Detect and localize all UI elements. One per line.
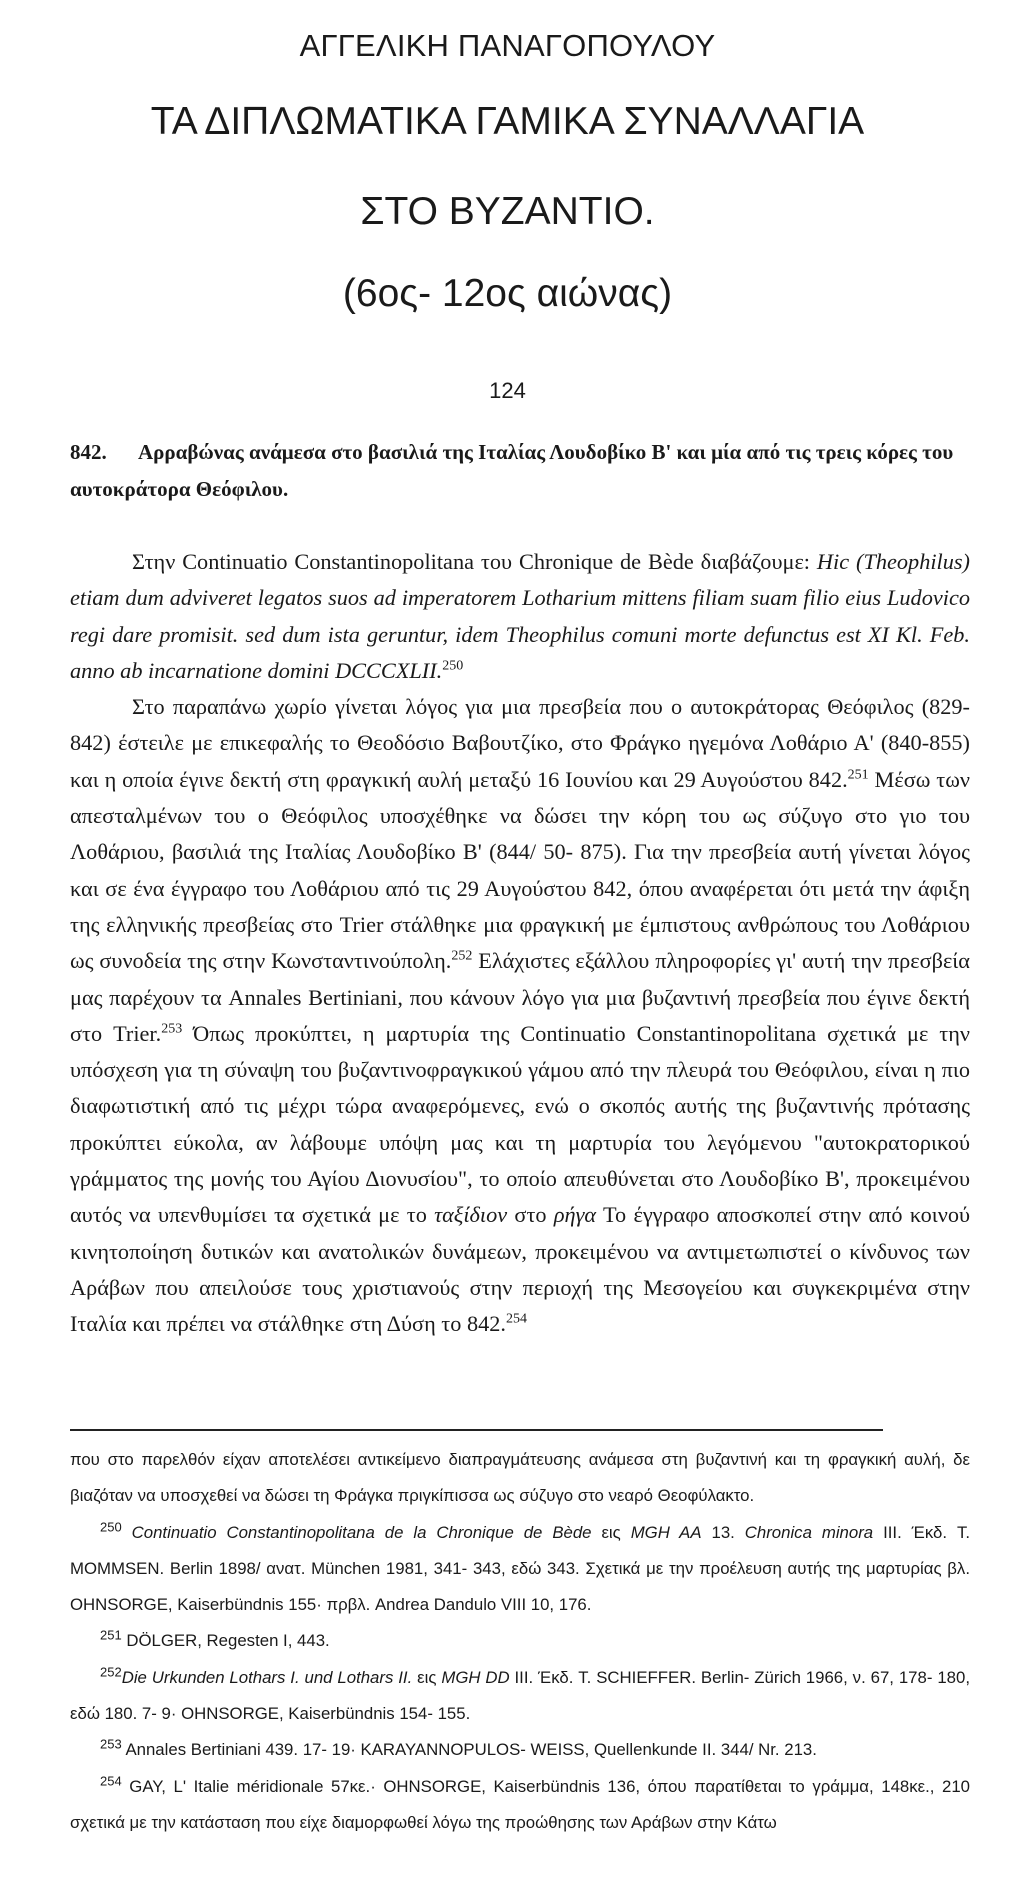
footnote-ref: 250 xyxy=(442,658,464,674)
footnote-ref: 252 xyxy=(451,948,473,964)
footnote-ref: 253 xyxy=(161,1021,183,1037)
section-title: Αρραβώνας ανάμεσα στο βασιλιά της Ιταλίας Λουδοβίκο Β' και μία από τις τρεις κόρες του αυτοκράτορα Θεόφιλου. xyxy=(70,440,954,501)
section-heading xyxy=(70,434,970,508)
latin-quote: Hic (Theophilus) etiam dum adviveret legatos suos ad imperatorem Lotharium mittens filiam suam filio eius Ludovico regi dare promisit. sed dum ista geruntur, idem Theophilus comuni morte defunctus est XI Kl. Feb. anno ab incarnatione domini DCCCXLII. xyxy=(70,549,970,683)
paragraph-1: Στην Continuatio Constantinopolitana του Chronique de Bède διαβάζουμε: Hic (Theophilus) etiam dum adviveret legatos suos ad imperatorem Lotharium mittens filiam suam filio eius Ludovico regi dare promisit. sed dum ista geruntur, idem Theophilus comuni morte defunctus est XI Kl. Feb. anno ab incarnatione domini DCCCXLII.$^{250}$ xyxy=(70,549,970,683)
main-text xyxy=(70,544,970,1343)
paragraph-2: Στο παραπάνω χωρίο γίνεται λόγος για μια πρεσβεία που ο αυτοκράτορας Θεόφιλος (829- 842) έστειλε με επικεφαλής το Θεοδόσιο Βαβουτζίκο, στο Φράγκο ηγεμόνα Λοθάριο Α' (840-855) και η οποία έγινε δεκτή στη φραγκική αυλή μεταξύ 16 Ιουνίου και 29 Αυγούστου 842.$^{251}$ Μέσω των απεσταλμένων του ο Θεόφιλος υποσχέθηκε να δώσει την κόρη του ως σύζυγο στο γιο του Λοθάριου, βασιλιά της Ιταλίας Λουδοβίκο Β' (844/ 50- 875). Για την πρεσβεία αυτή γίνεται λόγος και σε ένα έγγραφο του Λοθάριου από τις 29 Αυγούστου 842, όπου αναφέρεται ότι μετά την άφιξη της ελληνικής πρεσβείας στο Trier στάλθηκε μια φραγκική με έμπιστους ανθρώπους του Λοθάριου ως συνοδεία της στην Κωνσταντινούπολη.$^{252}$ Ελάχιστες εξάλλου πληροφορίες γι' αυτή την πρεσβεία μας παρέχουν τα Annales Bertiniani, που κάνουν λόγο για μια βυζαντινή πρεσβεία που έγινε δεκτή στο Trier.$^{253}$ Όπως προκύπτει, η μαρτυρία της Continuatio Constantinopolitana σχετικά με την υπόσχεση για τη σύναψη του βυζαντινοφραγκικού γάμου από την πλευρά του Θεόφιλου, είναι η πιο διαφωτιστική από τις μέχρι τώρα αναφερόμενες, ενώ ο σκοπός αυτής της βυζαντινής πρότασης προκύπτει εύκολα, αν λάβουμε υπόψη μας και τη μαρτυρία του λεγόμενου "αυτοκρατορικού γράμματος της μονής του Αγίου Διονυσίου", το οποίο απευθύνεται στο Λουδοβίκο Β', προκειμένου αυτός να υπενθυμίσει τα σχετικά με το ταξίδιον στο ρήγα Το έγγραφο αποσκοπεί στην από κοινού κινητοποίηση δυτικών και ανατολικών δυνάμεων, προκειμένου να αντιμετωπιστεί ο κίνδυνος των Αράβων που απειλούσε τους χριστιανούς στην περιοχή της Μεσογείου και συγκεκριμένα στην Ιταλία και πρέπει να στάλθηκε στη Δύση το 842.$^{254}$ xyxy=(70,694,971,1337)
section-number: 842. xyxy=(70,440,107,464)
book-title-line-2: ΣΤΟ ΒΥΖΑΝΤΙΟ. xyxy=(360,190,655,233)
footnote-253: $^{253}$ Annales Bertiniani 439. 17- 19· KARAYANNOPULOS- WEISS, Quellenkunde II. 344/ Nr. 213. xyxy=(100,1736,817,1760)
page-number: 124 xyxy=(489,378,526,403)
footnotes xyxy=(70,1442,970,1841)
footnote-254: $^{254}$ GAY, L' Italie méridionale 57κε.· OHNSORGE, Kaiserbündnis 136, όπου παρατίθεται το γράμμα, 148κε., 210 σχετικά με την κατάσταση που είχε διαμορφωθεί λόγω της προώθησης των Αράβων στην Κάτω xyxy=(70,1773,970,1832)
book-title-line-1: ΤΑ ΔΙΠΛΩΜΑΤΙΚΑ ΓΑΜΙΚΑ ΣΥΝΑΛΛΑΓΙΑ xyxy=(150,100,865,143)
footnote-251: $^{251}$ DÖLGER, Regesten I, 443. xyxy=(100,1627,330,1651)
footnote-252: $^{252}$Die Urkunden Lothars I. und Lothars II. εις MGH DD III. Έκδ. T. SCHIEFFER. Berlin- Zürich 1966, ν. 67, 178- 180, εδώ 180. 7- 9· OHNSORGE, Kaiserbündnis 154- 155. xyxy=(70,1664,970,1724)
footnote-continuation: που στο παρελθόν είχαν αποτελέσει αντικείμενο διαπραγμάτευσης ανάμεσα στη βυζαντινή και τη φραγκική αυλή, δε βιαζόταν να υποσχεθεί να δώσει τη Φράγκα πριγκίπισσα ως σύζυγο στο νεαρό Θεοφύλακτο. xyxy=(70,1450,970,1506)
footnote-ref: 251 xyxy=(847,767,869,783)
footnote-ref: 254 xyxy=(506,1311,528,1327)
book-title-line-3: (6ος- 12ος αιώνας) xyxy=(342,272,673,315)
author-name: ΑΓΓΕΛΙΚΗ ΠΑΝΑΓΟΠΟΥΛΟΥ xyxy=(299,28,716,63)
footnote-separator xyxy=(70,1429,883,1431)
footnote-250: $^{250}$ Continuatio Constantinopolitana de la Chronique de Bède εις MGH AA 13. Chronica minora III. Έκδ. T. MOMMSEN. Berlin 1898/ ανατ. München 1981, 341- 343, εδώ 343. Σχετικά με την προέλευση αυτής της μαρτυρίας βλ. OHNSORGE, Kaiserbündnis 155· πρβλ. Andrea Dandulo VIII 10, 176. xyxy=(70,1519,970,1615)
